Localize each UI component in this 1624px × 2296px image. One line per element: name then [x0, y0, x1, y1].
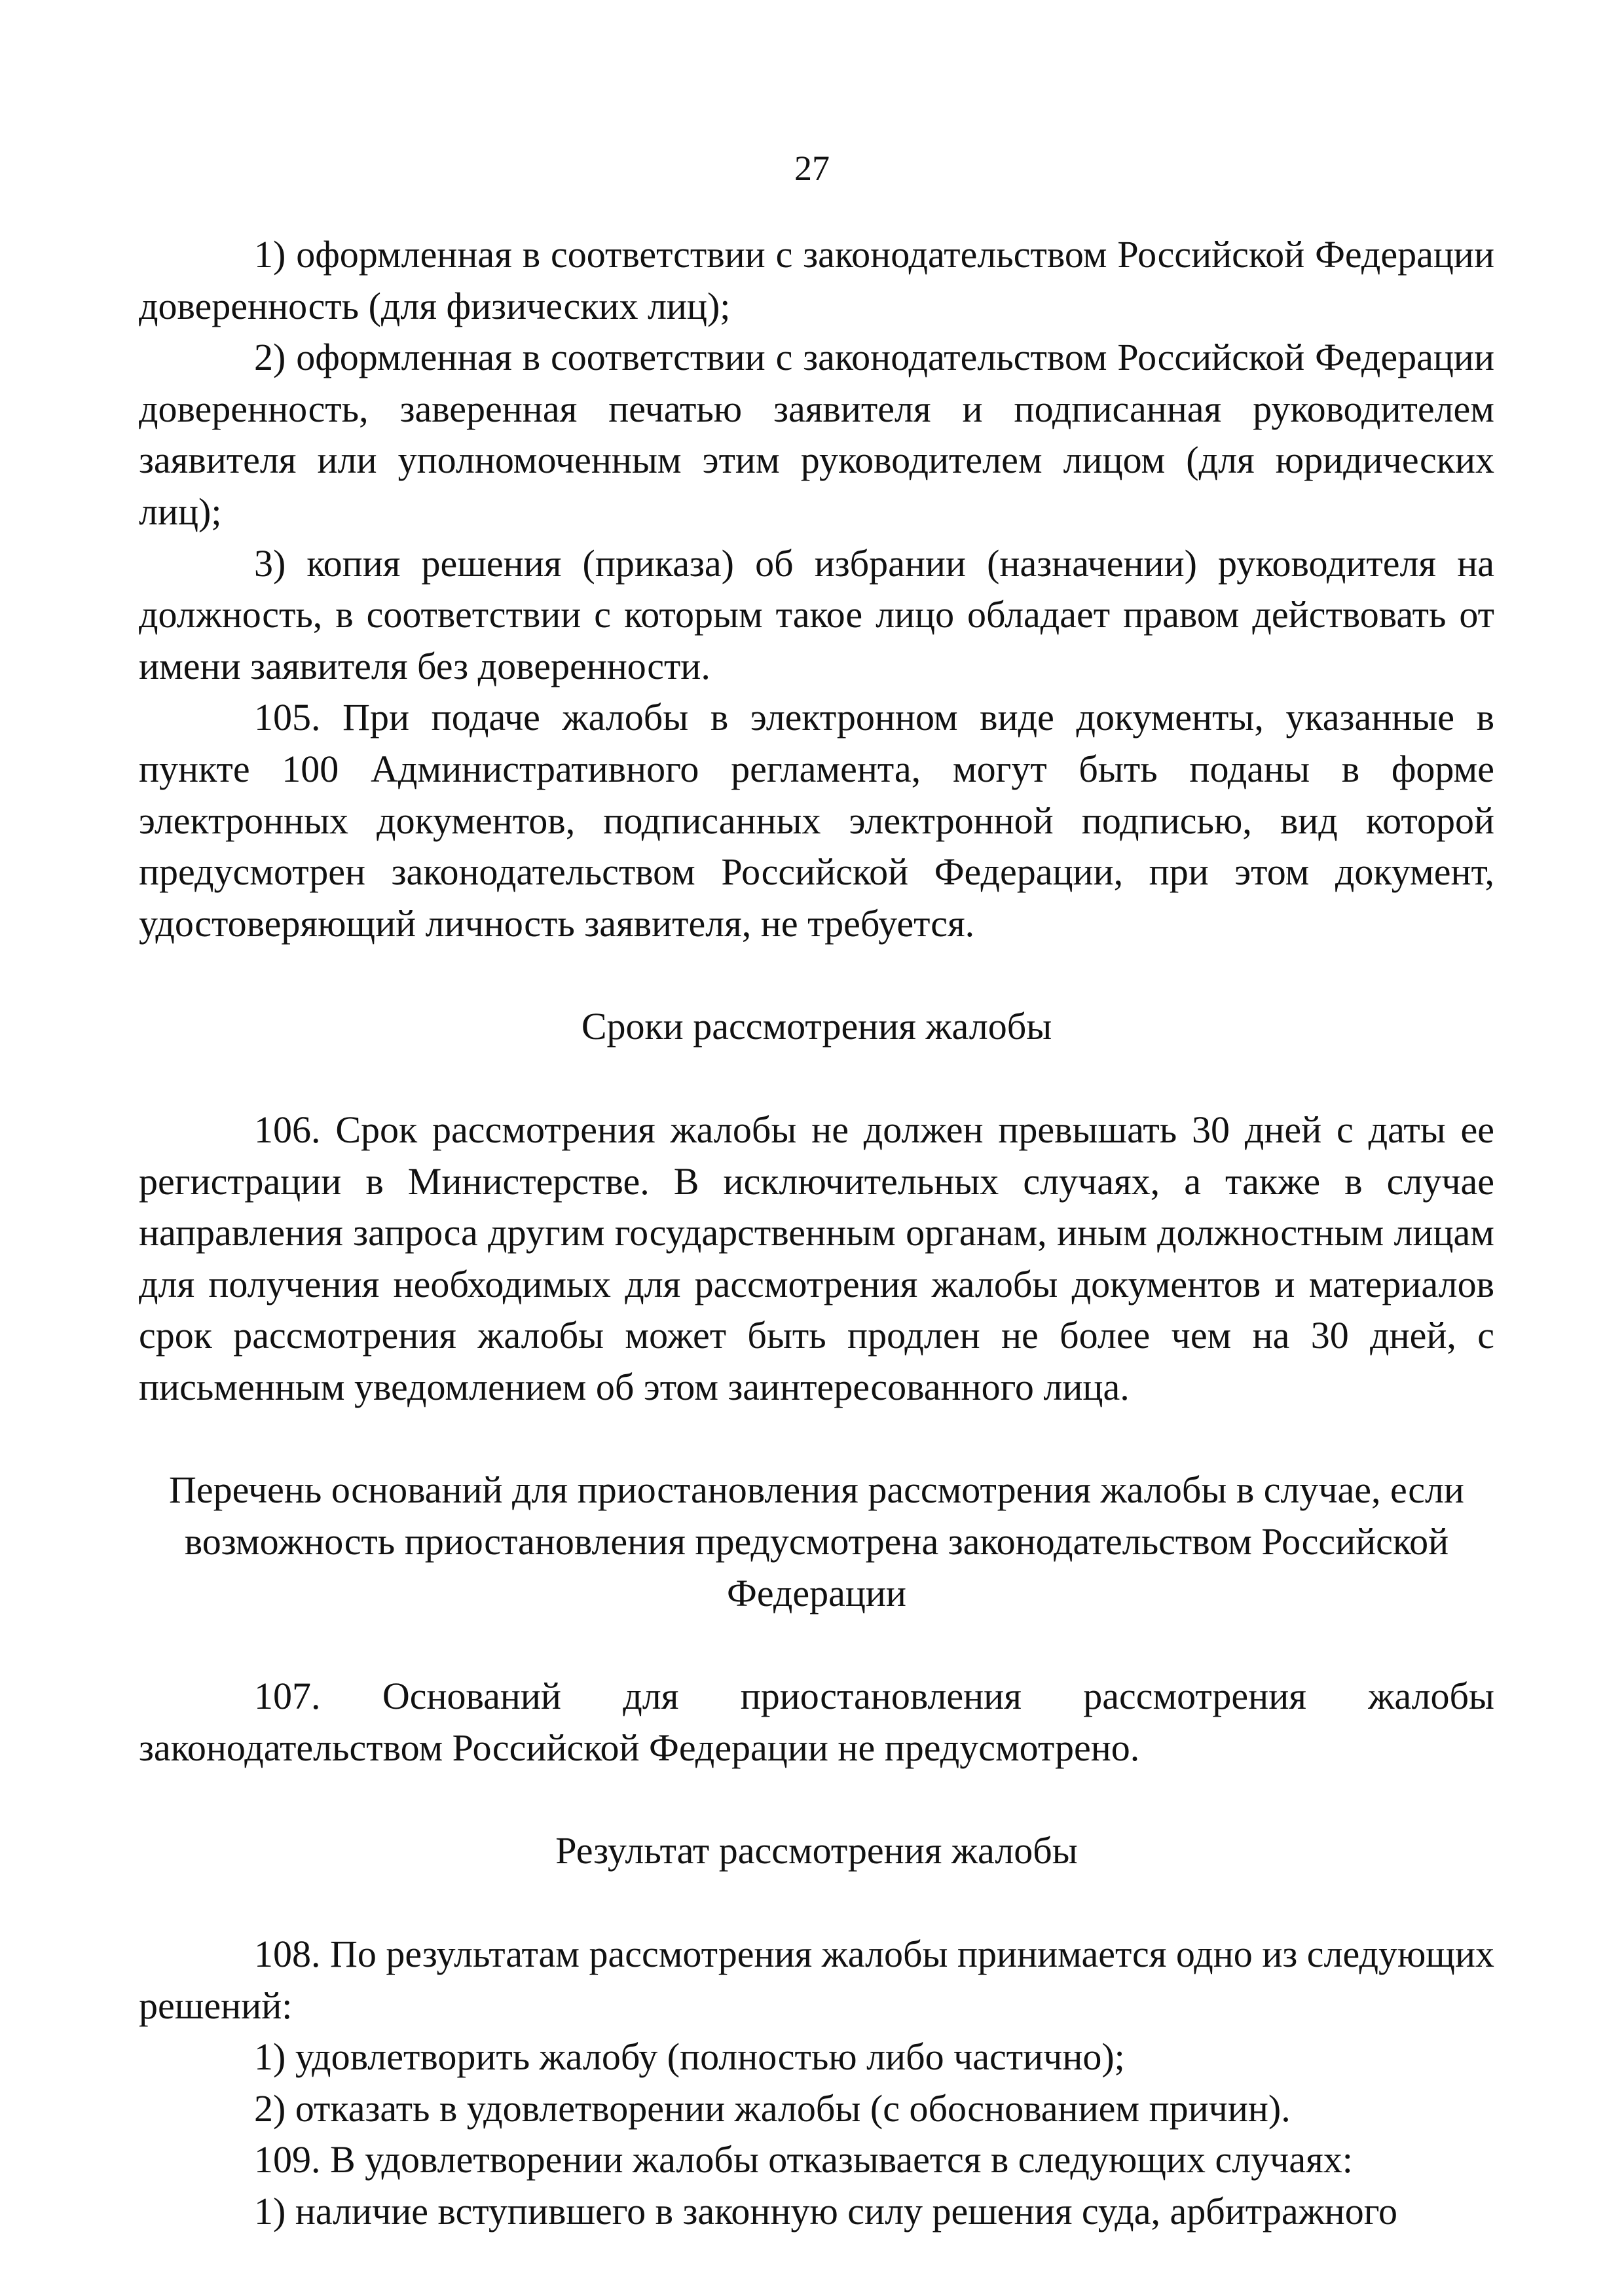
- decision-1-satisfy: 1) удовлетворить жалобу (полностью либо частично);: [254, 2035, 1125, 2079]
- item-1-power-of-attorney-individuals: 1) оформленная в соответствии с законодательством Российской Федерации доверенность (для физических лиц);: [139, 233, 1494, 327]
- heading-review-terms: Сроки рассмотрения жалобы: [581, 1005, 1052, 1048]
- heading-review-result: Результат рассмотрения жалобы: [555, 1829, 1078, 1872]
- heading-suspension-grounds: Перечень оснований для приостановления рассмотрения жалобы в случае, если возможность приостановления предусмотрена законодательством Российской Федерации: [169, 1468, 1464, 1614]
- document-body: [139, 229, 1494, 2238]
- decision-2-refuse: 2) отказать в удовлетворении жалобы (с обоснованием причин).: [254, 2086, 1291, 2130]
- item-2-power-of-attorney-legal-entities: 2) оформленная в соответствии с законодательством Российской Федерации доверенность, заверенная печатью заявителя и подписанная руководителем заявителя или уполномоченным этим руководителем лицом (для юридических лиц);: [139, 336, 1494, 533]
- item-3-appointment-decision-copy: 3) копия решения (приказа) об избрании (назначении) руководителя на должность, в соответствии с которым такое лицо обладает правом действовать от имени заявителя без доверенности.: [139, 541, 1494, 687]
- paragraph-108: 108. По результатам рассмотрения жалобы принимается одно из следующих решений:: [139, 1933, 1494, 2027]
- spacer: [139, 1774, 1494, 1825]
- paragraph-107: 107. Оснований для приостановления рассмотрения жалобы законодательством Российской Федерации не предусмотрено.: [139, 1675, 1494, 1769]
- page-number: 27: [794, 149, 830, 188]
- spacer: [139, 1413, 1494, 1465]
- spacer: [139, 1877, 1494, 1929]
- spacer: [139, 949, 1494, 1001]
- spacer: [139, 1053, 1494, 1104]
- paragraph-109: 109. В удовлетворении жалобы отказывается в следующих случаях:: [254, 2138, 1353, 2181]
- refusal-case-1: 1) наличие вступившего в законную силу решения суда, арбитражного: [254, 2190, 1398, 2232]
- paragraph-106: 106. Срок рассмотрения жалобы не должен превышать 30 дней с даты ее регистрации в Министерстве. В исключительных случаях, а также в случае направления запроса другим государственным органам, иным должностным лицам для получения необходимых для рассмотрения жалобы документов и материалов срок рассмотрения жалобы может быть продлен не более чем на 30 дней, с письменным уведомлением об этом заинтересованного лица.: [139, 1108, 1494, 1408]
- spacer: [139, 1619, 1494, 1671]
- paragraph-105: 105. При подаче жалобы в электронном виде документы, указанные в пункте 100 Административного регламента, могут быть поданы в форме электронных документов, подписанных электронной подписью, вид которой предусмотрен законодательством Российской Федерации, при этом документ, удостоверяющий личность заявителя, не требуется.: [139, 696, 1494, 945]
